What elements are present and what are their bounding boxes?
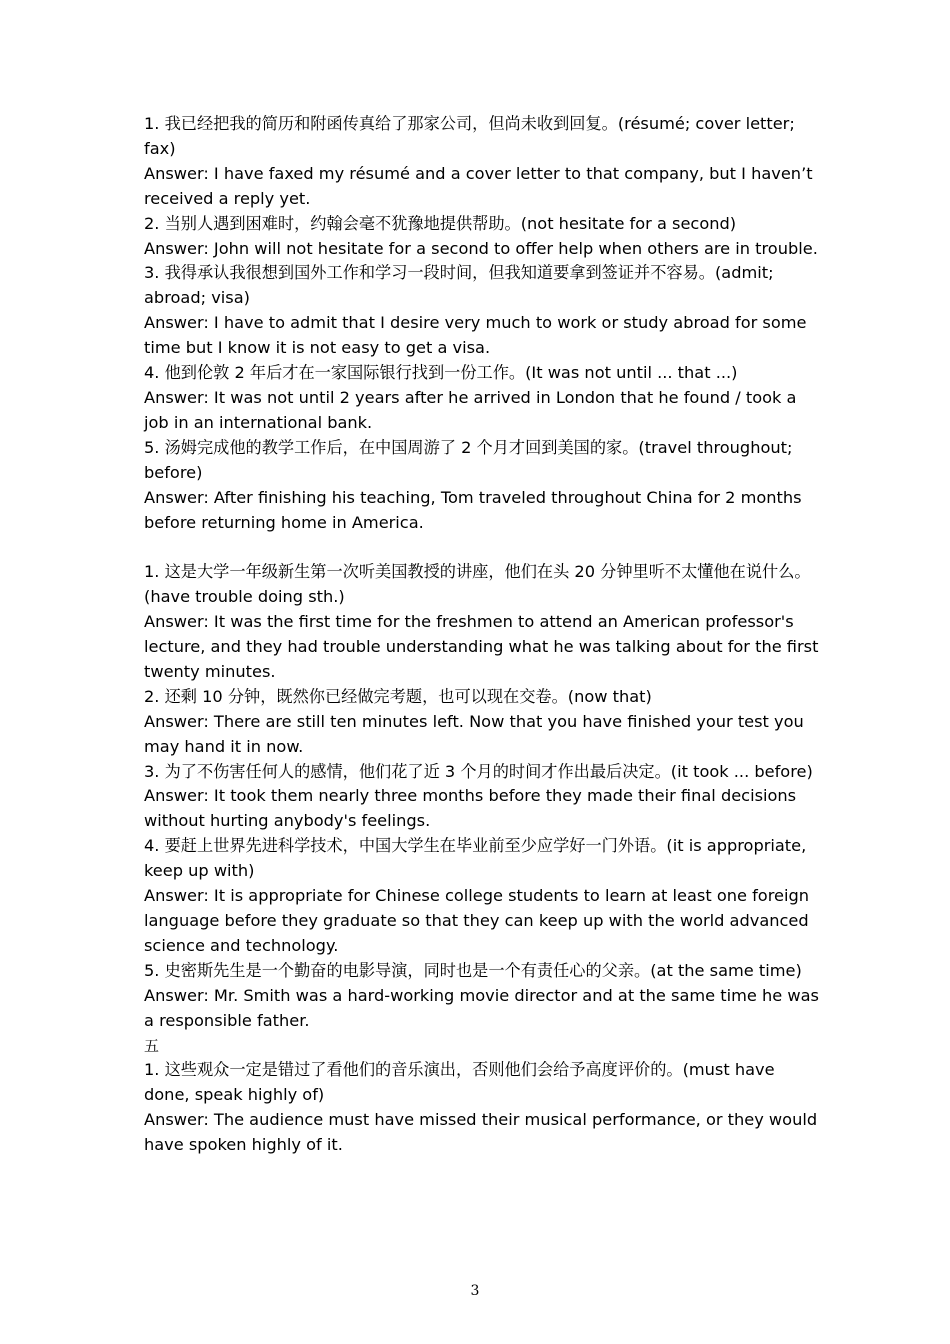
question-prompt: 1. 这是大学一年级新生第一次听美国教授的讲座，他们在头 20 分钟里听不太懂他在说什么。(have trouble doing sth.) xyxy=(144,562,811,607)
document-body xyxy=(144,112,824,1158)
question-prompt: 4. 要赶上世界先进科学技术，中国大学生在毕业前至少应学好一门外语。(it is appropriate, keep up with) xyxy=(144,836,807,881)
question-prompt: 3. 为了不伤害任何人的感情，他们花了近 3 个月的时间才作出最后决定。(it took ... before) xyxy=(144,761,813,781)
question-prompt: 5. 史密斯先生是一个勤奋的电影导演，同时也是一个有责任心的父亲。(at the same time) xyxy=(144,960,802,980)
question-prompt: 5. 汤姆完成他的教学工作后，在中国周游了 2 个月才回到美国的家。(travel throughout; before) xyxy=(144,437,793,482)
question-prompt: 2. 还剩 10 分钟，既然你已经做完考题，也可以现在交卷。(now that) xyxy=(144,686,652,706)
question-prompt: 3. 我得承认我很想到国外工作和学习一段时间，但我知道要拿到签证并不容易。(admit; abroad; visa) xyxy=(144,263,774,308)
exercise-section-3 xyxy=(144,1034,824,1159)
question-prompt: 4. 他到伦敦 2 年后才在一家国际银行找到一份工作。(It was not until ... that ...) xyxy=(144,363,738,383)
exercise-section-2 xyxy=(144,560,824,1033)
question-answer: Answer: The audience must have missed their musical performance, or they would have spoken highly of it. xyxy=(144,1110,818,1155)
question-answer: Answer: I have faxed my résumé and a cover letter to that company, but I haven’t received a reply yet. xyxy=(144,163,813,208)
exercise-section-1 xyxy=(144,112,824,535)
question-answer: Answer: Mr. Smith was a hard-working movie director and at the same time he was a responsible father. xyxy=(144,985,819,1030)
section-heading: 五 xyxy=(144,1036,160,1055)
question-prompt: 1. 我已经把我的简历和附函传真给了那家公司，但尚未收到回复。(résumé; cover letter; fax) xyxy=(144,114,795,158)
question-answer: Answer: I have to admit that I desire very much to work or study abroad for some time but I know it is not easy to get a visa. xyxy=(144,313,807,358)
question-answer: Answer: It took them nearly three months before they made their final decisions without hurting anybody's feelings. xyxy=(144,786,797,831)
question-answer: Answer: After finishing his teaching, Tom traveled throughout China for 2 months before returning home in America. xyxy=(144,487,802,532)
question-answer: Answer: It was the first time for the freshmen to attend an American professor's lecture, and they had trouble understanding what he was talking about for the first twenty minutes. xyxy=(144,612,819,681)
question-prompt: 2. 当别人遇到困难时，约翰会毫不犹豫地提供帮助。(not hesitate for a second) xyxy=(144,213,737,233)
question-answer: Answer: There are still ten minutes left. Now that you have finished your test you may hand it in now. xyxy=(144,711,804,756)
question-prompt: 1. 这些观众一定是错过了看他们的音乐演出，否则他们会给予高度评价的。(must have done, speak highly of) xyxy=(144,1060,775,1105)
question-answer: Answer: John will not hesitate for a second to offer help when others are in trouble. xyxy=(144,238,818,258)
question-answer: Answer: It was not until 2 years after he arrived in London that he found / took a job in an international bank. xyxy=(144,387,797,432)
section-spacer xyxy=(144,535,824,560)
question-answer: Answer: It is appropriate for Chinese college students to learn at least one foreign language before they graduate so that they can keep up with the world advanced science and technology. xyxy=(144,886,809,955)
page-number: 3 xyxy=(470,1283,480,1299)
